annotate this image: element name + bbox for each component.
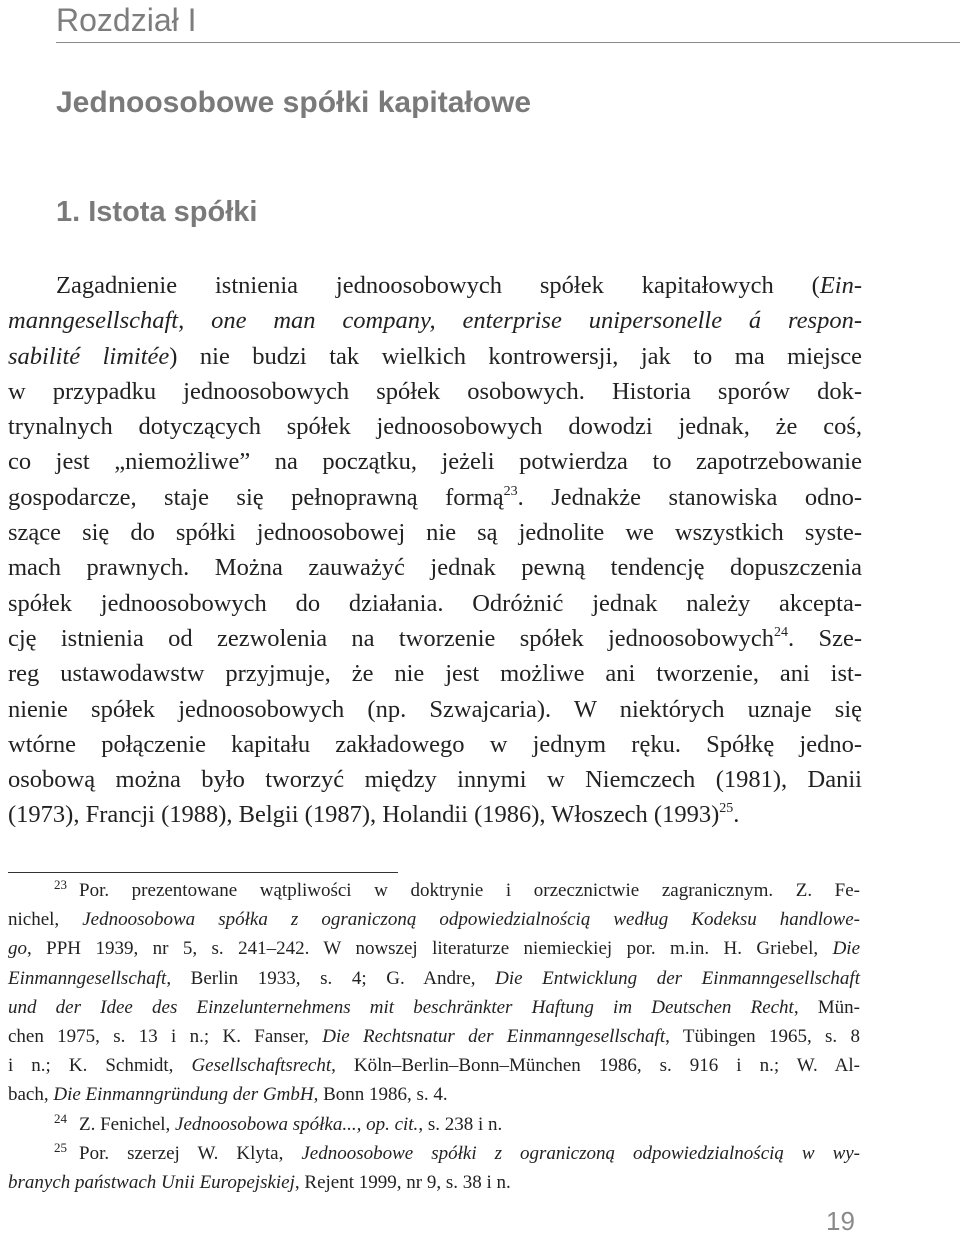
footnote-reference: 23 [503, 483, 518, 499]
text-run: . [733, 801, 740, 829]
footnote-line [8, 934, 860, 963]
italic-text-run: Die [832, 938, 860, 960]
body-line [8, 268, 862, 303]
body-line [8, 515, 862, 550]
text-run: w przypadku jednoosobowych spółek osobowych. Historia sporów dok- [8, 377, 862, 405]
footnote-line [8, 1051, 860, 1080]
body-line [8, 374, 862, 409]
footnote-number: 23 [54, 877, 67, 892]
footnote-number: 25 [54, 1139, 67, 1155]
italic-text-run: Die Entwicklung der Einmanngesellschaft [495, 967, 860, 989]
text-run: , Tübingen 1965, s. 8 [665, 1026, 861, 1048]
text-run: , Berlin 1933, s. 4; G. Andre, [166, 967, 496, 989]
text-run: Zagadnienie istnienia jednoosobowych spółek kapitałowych ( [56, 272, 820, 299]
footnote-line [8, 1110, 860, 1139]
italic-text-run: und der Idee des Einzelunternehmens mit beschränkter Haftung im Deutschen Recht [8, 996, 794, 1018]
italic-text-run: Jednoosobowa spółka..., op. cit. [175, 1113, 419, 1135]
text-run: chen 1975, s. 13 i n.; K. Fanser, [8, 1026, 323, 1048]
footnote-reference: 24 [774, 624, 789, 640]
italic-text-run: Die Einmanngründung der GmbH [53, 1084, 314, 1106]
body-line [8, 409, 862, 444]
italic-text-run: Ein- [819, 272, 862, 299]
text-run: reg ustawodawstw przyjmuje, że nie jest możliwe ani tworzenie, ani ist- [8, 660, 862, 688]
footnotes [8, 876, 860, 1197]
body-line [8, 339, 862, 374]
text-run: i n.; K. Schmidt, [8, 1055, 192, 1077]
text-run: mach prawnych. Można zauważyć jednak pewną tendencję dopuszczenia [8, 554, 862, 582]
body-line [8, 727, 862, 762]
chapter-title: Jednoosobowe spółki kapitałowe [56, 86, 532, 119]
text-run: Por. szerzej W. Klyta, [79, 1142, 302, 1164]
text-run: , s. 238 i n. [418, 1113, 503, 1135]
text-run: , Mün- [793, 996, 860, 1018]
body-line [8, 444, 862, 479]
text-run: Z. Fenichel, [79, 1113, 176, 1135]
footnote-line [8, 964, 860, 993]
body-line [8, 303, 862, 338]
footnote-number: 24 [54, 1110, 67, 1126]
text-run: osobową można było tworzyć między innymi w Niemczech (1981), Danii [8, 766, 862, 794]
italic-text-run: Einmanngesellschaft [8, 967, 167, 989]
body-line [8, 692, 862, 727]
italic-text-run: sabilité limitée [8, 342, 170, 370]
text-run: nienie spółek jednoosobowych (np. Szwajcaria). W niektórych uznaje się [8, 695, 862, 723]
footnote-line [8, 876, 860, 905]
body-line [8, 621, 862, 656]
text-run: nichel, [8, 909, 83, 931]
text-run: trynalnych dotyczących spółek jednoosobowych dowodzi jednak, że coś, [8, 413, 862, 441]
footnote-reference: 25 [719, 801, 734, 817]
body-line [8, 480, 862, 515]
footnote-line [8, 993, 860, 1022]
body-line [8, 550, 862, 585]
text-run: ) nie budzi tak wielkich kontrowersji, jak to ma miejsce [169, 342, 862, 370]
chapter-label: Rozdział I [56, 2, 197, 38]
text-run: (1973), Francji (1988), Belgii (1987), Holandii (1986), Włoszech (1993) [8, 801, 720, 829]
body-line [8, 586, 862, 621]
body-paragraph [8, 268, 862, 833]
footnote-line [8, 1168, 860, 1197]
text-run: co jest „niemożliwe” na początku, jeżeli potwierdza to zapotrzebowanie [8, 448, 862, 476]
italic-text-run: manngesellschaft, one man company, enterprise unipersonelle á respon- [8, 307, 862, 335]
body-line [8, 762, 862, 797]
italic-text-run: Gesellschaftsrecht [191, 1055, 332, 1077]
text-run: gospodarcze, staje się pełnoprawną formą [8, 483, 504, 511]
footnote-line [8, 1080, 860, 1109]
footnote-line [8, 905, 860, 934]
text-run: , PPH 1939, nr 5, s. 241–242. W nowszej literaturze niemieckiej por. m.in. H. Griebel, [27, 938, 833, 960]
chapter-header [56, 0, 960, 43]
text-run: , Rejent 1999, nr 9, s. 38 i n. [294, 1172, 511, 1194]
italic-text-run: Jednoosobowe spółki z ograniczoną odpowiedzialnością w wy- [301, 1142, 860, 1164]
italic-text-run: go [8, 938, 27, 960]
text-run: . Jednakże stanowiska odno- [517, 483, 862, 511]
text-run: wtórne połączenie kapitału zakładowego w jednym ręku. Spółkę jedno- [8, 730, 862, 758]
section-title: 1. Istota spółki [56, 196, 258, 228]
footnote-line [8, 1022, 860, 1051]
body-line [8, 656, 862, 691]
italic-text-run: Die Rechtsnatur der Einmanngesellschaft [322, 1026, 666, 1048]
italic-text-run: Jednoosobowa spółka z ograniczoną odpowiedzialnością według Kodeksu handlowe- [82, 909, 860, 931]
text-run: . Sze- [788, 624, 862, 652]
footnote-separator [8, 872, 398, 873]
text-run: szące się do spółki jednoosobowej nie są jednolite we wszystkich syste- [8, 519, 862, 547]
text-run: , Bonn 1986, s. 4. [313, 1084, 448, 1106]
text-run: , Köln–Berlin–Bonn–München 1986, s. 916 i n.; W. Al- [331, 1055, 861, 1077]
text-run: Por. prezentowane wątpliwości w doktrynie i orzecznictwie zagranicznym. Z. Fe- [79, 880, 860, 901]
text-run: spółek jednoosobowych do działania. Odróżnić jednak należy akcepta- [8, 589, 862, 617]
footnote-line [8, 1139, 860, 1168]
text-run: cję istnienia od zezwolenia na tworzenie spółek jednoosobowych [8, 624, 775, 652]
text-run: bach, [8, 1084, 54, 1106]
page-number: 19 [826, 1206, 855, 1236]
italic-text-run: branych państwach Unii Europejskiej [8, 1172, 295, 1194]
body-line [8, 797, 862, 832]
